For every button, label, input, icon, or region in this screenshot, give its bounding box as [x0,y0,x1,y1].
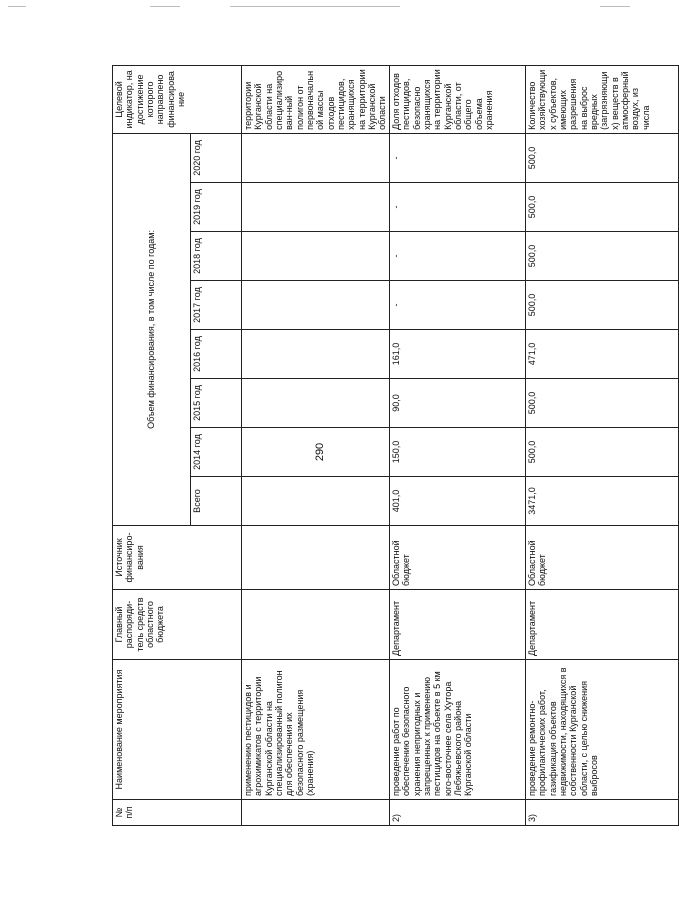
header-administrator: Главный распоряди-тель средств областного бюджета [113,590,242,660]
cell-total: 401,0 [389,477,525,526]
header-source: Источник финансиро-вания [113,526,242,590]
cell-indicator: Доля отходов пестицидов, безопасно хранящихся на территории Курганской области, от общего объема хранения [389,65,525,133]
cell-num [242,800,390,826]
financing-table [112,65,679,826]
header-indicator: Целевой индикатор, на достижение которого направлено финансирование [113,65,242,133]
table-row [525,65,678,825]
cell-year: - [389,133,525,182]
cell-year: - [389,281,525,330]
cell-year: 500,0 [525,183,678,232]
cell-source: Областной бюджет [525,526,678,590]
header-volume: Объем финансирования, в том числе по годам: [113,133,191,525]
cell-total [242,477,390,526]
cell-year: 500,0 [525,281,678,330]
cell-year: 150,0 [389,428,525,477]
page-number: 290 [314,442,326,462]
header-total: Всего [191,477,242,526]
cell-year: - [389,232,525,281]
cell-year: 500,0 [525,428,678,477]
cell-year [242,428,390,477]
cell-name: проведение ремонтно-профилактических работ, газификация объектов недвижимости, находящихся в собственности Курганской области, с целью снижения выбросов [525,660,678,800]
cell-indicator: территории Курганской области на специализирован-ный полигон от первоначальной массы отходов пестицидов, хранящихся на территории Курганской области [242,65,390,133]
header-num: № п/п [113,800,242,826]
cell-name: применению пестицидов и агрохимикатов с территории Курганской области на специализированный полигон для обеспечения их безопасного размещения (хранения) [242,660,390,800]
table-row [389,65,525,825]
cell-name: проведение работ по обеспечению безопасного хранения непригодных и запрещенных к применению пестицидов на объекте в 5 км юго-восточнее села Хутора Лебяжьевского района Курганской области [389,660,525,800]
cell-year: 500,0 [525,133,678,182]
cell-year: 471,0 [525,330,678,379]
cell-year [242,133,390,182]
cell-administrator [242,590,390,660]
cell-year [242,379,390,428]
cell-year [242,330,390,379]
scan-artifact-line [0,6,640,12]
cell-source [242,526,390,590]
cell-num: 2) [389,800,525,826]
cell-year [242,232,390,281]
cell-year [242,281,390,330]
cell-administrator: Департамент [389,590,525,660]
header-year: 2017 год [191,281,242,330]
table-row [242,65,390,825]
cell-indicator: Количество хозяйствующих субъектов, имеющих разрешения на выброс вредных (загрязняющих) веществ в атмосферный воздух, из числа [525,65,678,133]
document-sheet [112,66,651,826]
cell-year: 500,0 [525,379,678,428]
rotated-table-wrapper [112,66,651,826]
cell-total: 3471,0 [525,477,678,526]
cell-year: 500,0 [525,232,678,281]
cell-source: Областной бюджет [389,526,525,590]
cell-year: 161,0 [389,330,525,379]
header-year: 2014 год [191,428,242,477]
cell-year [242,183,390,232]
cell-year: 90,0 [389,379,525,428]
header-year: 2018 год [191,232,242,281]
cell-administrator: Департамент [525,590,678,660]
header-year: 2016 год [191,330,242,379]
header-year: 2020 год [191,133,242,182]
cell-year: - [389,183,525,232]
header-name: Наименование мероприятия [113,660,242,800]
cell-num: 3) [525,800,678,826]
header-year: 2019 год [191,183,242,232]
header-year: 2015 год [191,379,242,428]
